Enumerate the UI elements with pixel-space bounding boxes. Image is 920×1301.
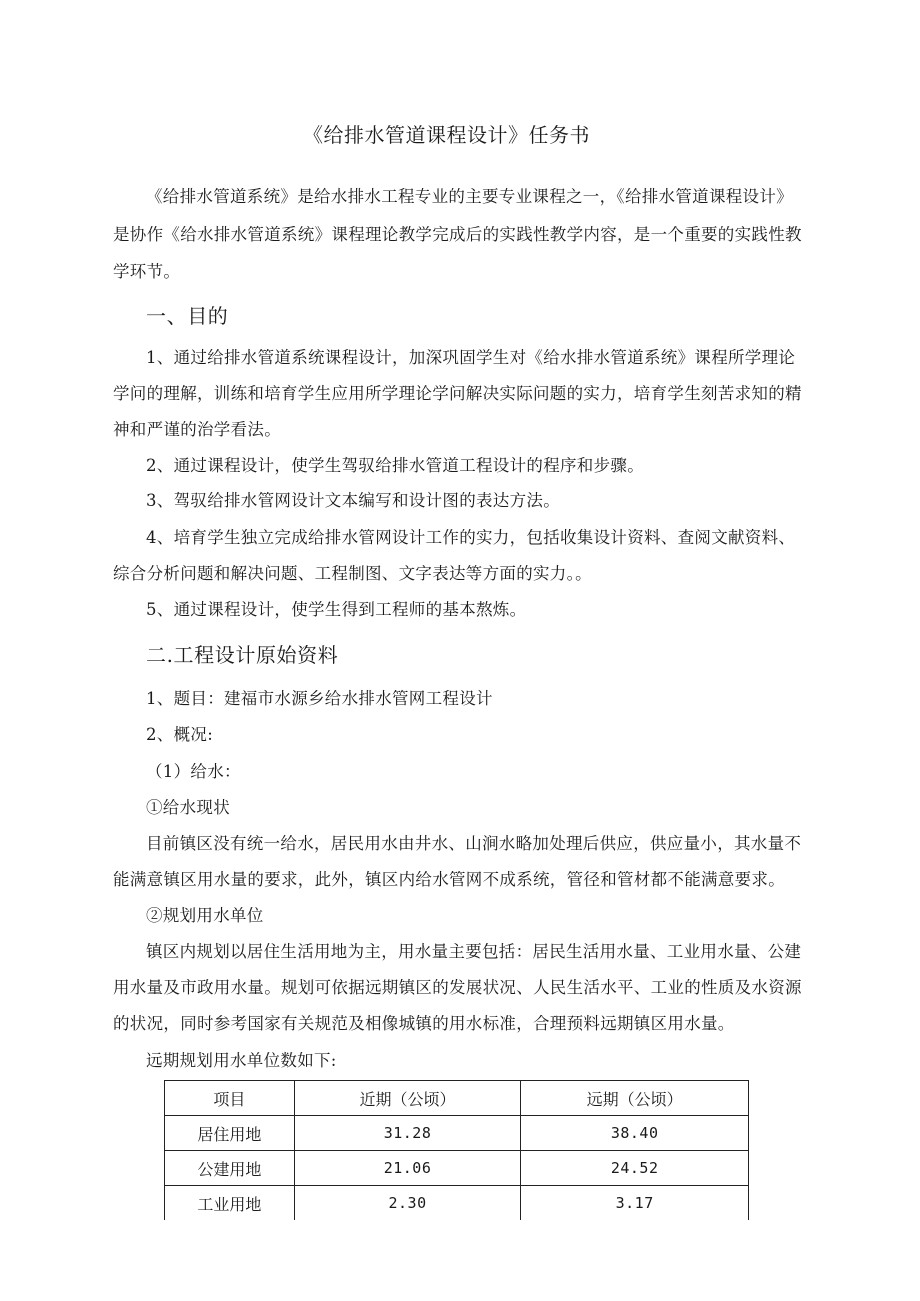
paragraph-line: 2、通过课程设计，使学生驾驭给排水管道工程设计的程序和步骤。: [146, 456, 644, 475]
paragraph-line: 用水量及市政用水量。规划可依据远期镇区的发展状况、人民生活水平、工业的性质及水资源: [113, 978, 802, 997]
table-row: [165, 1186, 749, 1221]
table-header-cell: 远期（公顷）: [521, 1081, 749, 1116]
paragraph-line: 1、通过给排水管道系统课程设计，加深巩固学生对《给水排水管道系统》课程所学理论: [146, 348, 796, 367]
paragraph-line: 学问的理解，训练和培育学生应用所学理论学问解决实际问题的实力，培育学生刻苦求知的精: [113, 384, 802, 403]
paragraph-line: 的状况，同时参考国家有关规范及相像城镇的用水标准，合理预料远期镇区用水量。: [113, 1014, 735, 1033]
paragraph-line: 1、题目：建福市水源乡给水排水管网工程设计: [146, 689, 493, 708]
table-cell: 38.40: [521, 1116, 749, 1151]
paragraph-line: 能满意镇区用水量的要求，此外，镇区内给水管网不成系统，管径和管材都不能满意要求。: [113, 870, 785, 889]
paragraph-line: 3、驾驭给排水管网设计文本编写和设计图的表达方法。: [146, 491, 560, 510]
intro-line: 是协作《给水排水管道系统》课程理论教学完成后的实践性教学内容，是一个重要的实践性教: [113, 225, 802, 244]
paragraph-line: ②规划用水单位: [146, 906, 264, 925]
table-header-cell: 近期（公顷）: [294, 1081, 521, 1116]
table-cell: 2.30: [294, 1186, 521, 1221]
table-header-cell: 项目: [165, 1081, 295, 1116]
paragraph-line: ①给水现状: [146, 798, 230, 817]
section-heading: 二.工程设计原始资料: [146, 643, 339, 667]
paragraph-line: 综合分析问题和解决问题、工程制图、文字表达等方面的实力。。: [113, 564, 592, 583]
table-cell: 31.28: [294, 1116, 521, 1151]
intro-line: 学环节。: [113, 262, 181, 281]
table-header-row: [165, 1081, 749, 1116]
table-cell: 21.06: [294, 1151, 521, 1186]
table-cell: 公建用地: [165, 1151, 295, 1186]
paragraph-line: 远期规划用水单位数如下:: [146, 1051, 337, 1070]
land-use-table: [164, 1080, 749, 1220]
paragraph-line: 神和严谨的治学看法。: [113, 420, 281, 439]
section-heading: 一、目的: [146, 304, 229, 328]
paragraph-line: 5、通过课程设计，使学生得到工程师的基本熬炼。: [146, 600, 527, 619]
paragraph-line: 2、概况:: [146, 725, 214, 744]
intro-line: 《给排水管道系统》是给水排水工程专业的主要专业课程之一，《给排水管道课程设计》: [146, 187, 793, 206]
paragraph-line: 4、培育学生独立完成给排水管网设计工作的实力，包括收集设计资料、查阅文献资料、: [146, 528, 796, 547]
table-row: [165, 1151, 749, 1186]
paragraph-line: （1）给水：: [146, 762, 241, 781]
table-cell: 3.17: [521, 1186, 749, 1221]
table-cell: 居住用地: [165, 1116, 295, 1151]
paragraph-line: 目前镇区没有统一给水，居民用水由井水、山涧水略加处理后供应，供应量小，其水量不: [146, 834, 802, 853]
table-cell: 24.52: [521, 1151, 749, 1186]
paragraph-line: 镇区内规划以居住生活用地为主，用水量主要包括：居民生活用水量、工业用水量、公建: [146, 942, 802, 961]
table-cell: 工业用地: [165, 1186, 295, 1221]
document-title: 《给排水管道课程设计》任务书: [303, 123, 590, 147]
table-row: [165, 1116, 749, 1151]
